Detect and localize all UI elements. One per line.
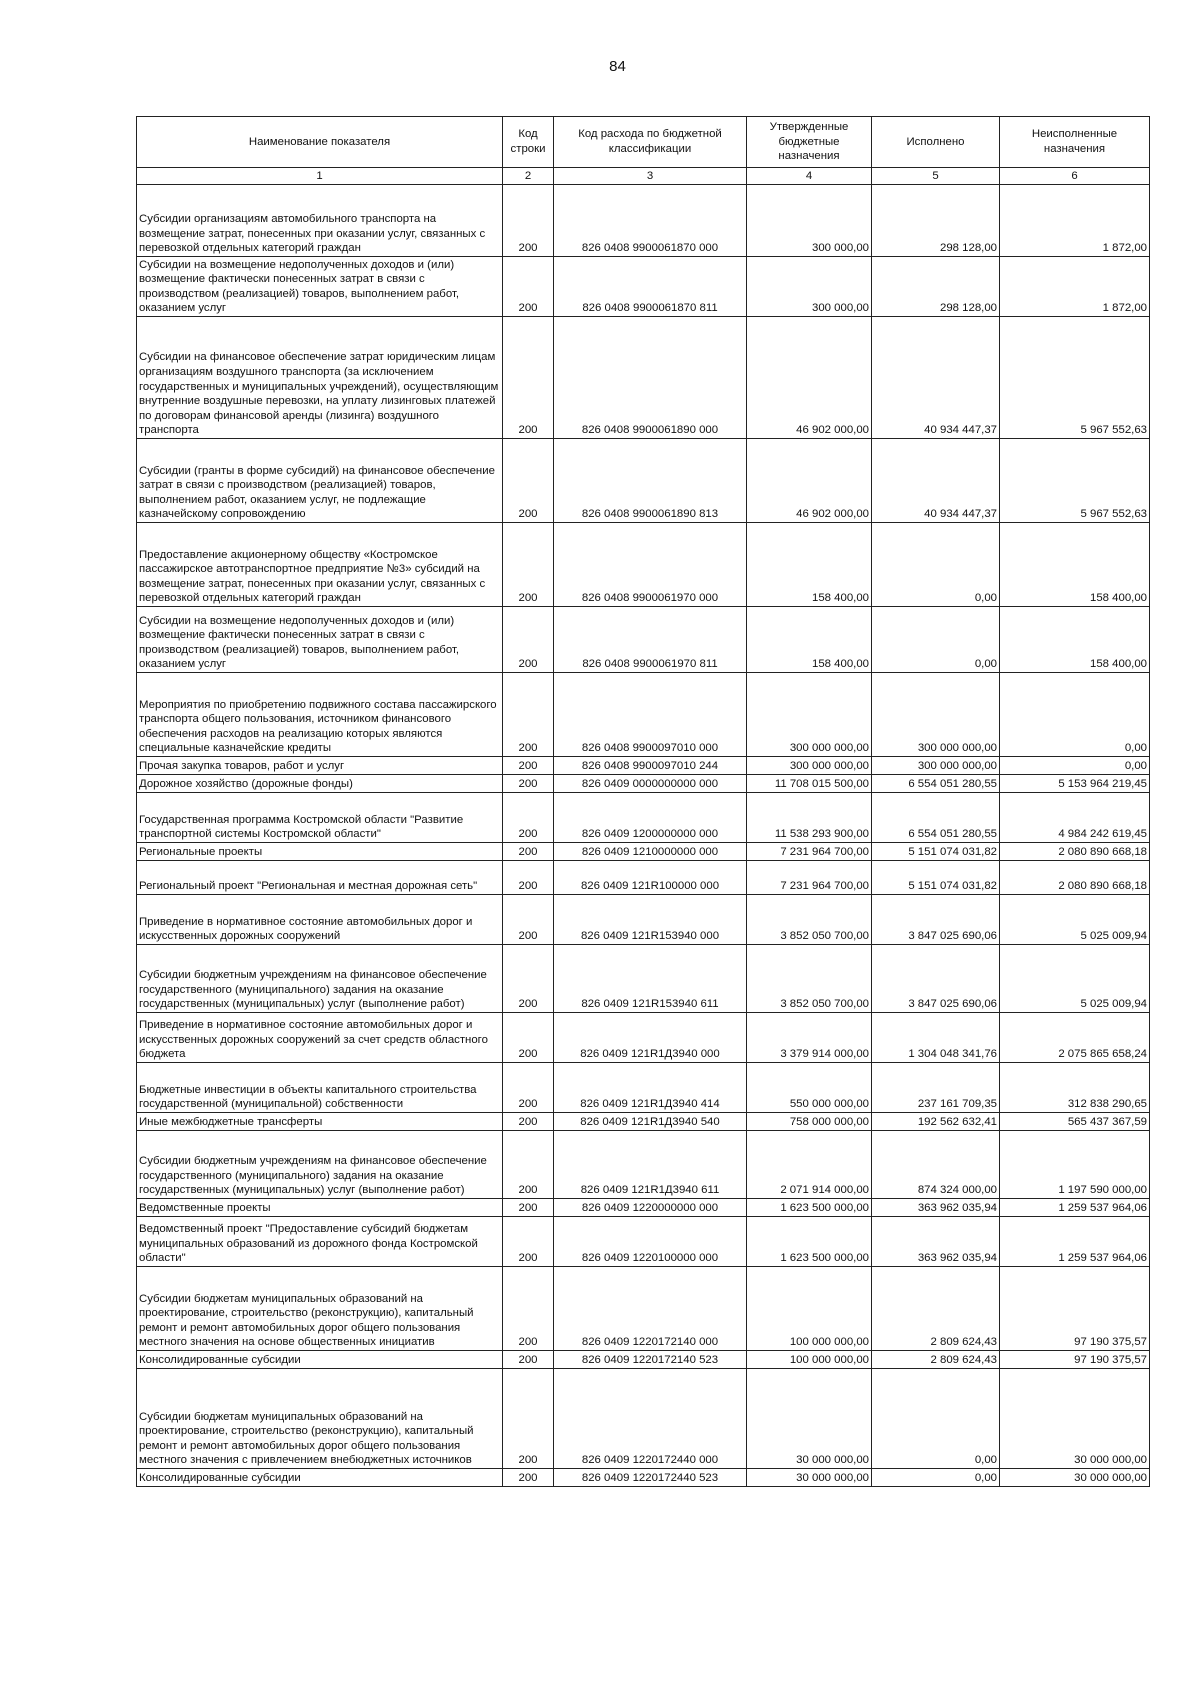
table-row (137, 185, 1150, 257)
row-executed-amount: 2 809 624,43 (872, 1267, 1000, 1351)
row-executed-amount: 5 151 074 031,82 (872, 843, 1000, 861)
row-line-code: 200 (503, 607, 554, 673)
row-approved-amount: 7 231 964 700,00 (747, 843, 872, 861)
row-classification-code: 826 0408 9900061970 000 (554, 523, 747, 607)
row-name: Субсидии на возмещение недополученных доходов и (или) возмещение фактически понесенных затрат в связи с производством (реализацией) товаров, выполнением работ, оказанием услуг (137, 257, 503, 317)
row-approved-amount: 46 902 000,00 (747, 317, 872, 439)
table-body (137, 185, 1150, 1487)
column-number-row (137, 168, 1150, 185)
row-name: Субсидии (гранты в форме субсидий) на финансовое обеспечение затрат в связи с производством (реализацией) товаров, выполнением работ, оказанием услуг, не подлежащие казначейскому сопровождению (137, 439, 503, 523)
row-classification-code: 826 0409 121R100000 000 (554, 861, 747, 895)
row-approved-amount: 158 400,00 (747, 523, 872, 607)
row-classification-code: 826 0409 121R153940 000 (554, 895, 747, 945)
column-number: 1 (137, 168, 503, 185)
row-line-code: 200 (503, 1217, 554, 1267)
row-line-code: 200 (503, 185, 554, 257)
row-executed-amount: 300 000 000,00 (872, 757, 1000, 775)
table-row (137, 1063, 1150, 1113)
row-unexecuted-amount: 5 967 552,63 (1000, 317, 1150, 439)
row-approved-amount: 158 400,00 (747, 607, 872, 673)
column-number: 5 (872, 168, 1000, 185)
header-line-code: Код строки (503, 117, 554, 168)
row-name: Ведомственный проект "Предоставление субсидий бюджетам муниципальных образований из дорожного фонда Костромской области" (137, 1217, 503, 1267)
row-approved-amount: 300 000 000,00 (747, 757, 872, 775)
table-row (137, 439, 1150, 523)
row-executed-amount: 0,00 (872, 523, 1000, 607)
row-approved-amount: 30 000 000,00 (747, 1469, 872, 1487)
row-classification-code: 826 0409 1220172440 523 (554, 1469, 747, 1487)
row-line-code: 200 (503, 861, 554, 895)
row-unexecuted-amount: 4 984 242 619,45 (1000, 793, 1150, 843)
row-name: Региональные проекты (137, 843, 503, 861)
row-unexecuted-amount: 5 153 964 219,45 (1000, 775, 1150, 793)
table-row (137, 1217, 1150, 1267)
header-unexecuted: Неисполненные назначения (1000, 117, 1150, 168)
row-name: Консолидированные субсидии (137, 1469, 503, 1487)
row-line-code: 200 (503, 1131, 554, 1199)
table-row (137, 861, 1150, 895)
row-classification-code: 826 0409 121R1Д3940 414 (554, 1063, 747, 1113)
header-approved: Утвержденные бюджетные назначения (747, 117, 872, 168)
row-line-code: 200 (503, 1063, 554, 1113)
row-unexecuted-amount: 97 190 375,57 (1000, 1351, 1150, 1369)
row-name: Субсидии на финансовое обеспечение затрат юридическим лицам организациям воздушного транспорта (за исключением государственных и муниципальных учреждений), осуществляющим внутренние воздушные перевозки, на уплату лизинговых платежей по договорам финансовой аренды (лизинга) воздушного транспорта (137, 317, 503, 439)
row-approved-amount: 1 623 500 000,00 (747, 1217, 872, 1267)
table-row (137, 1013, 1150, 1063)
row-unexecuted-amount: 1 872,00 (1000, 257, 1150, 317)
row-approved-amount: 11 538 293 900,00 (747, 793, 872, 843)
table-row (137, 1351, 1150, 1369)
row-unexecuted-amount: 1 259 537 964,06 (1000, 1217, 1150, 1267)
row-executed-amount: 1 304 048 341,76 (872, 1013, 1000, 1063)
row-executed-amount: 0,00 (872, 1469, 1000, 1487)
row-unexecuted-amount: 5 025 009,94 (1000, 895, 1150, 945)
row-classification-code: 826 0408 9900061870 811 (554, 257, 747, 317)
row-name: Консолидированные субсидии (137, 1351, 503, 1369)
row-unexecuted-amount: 312 838 290,65 (1000, 1063, 1150, 1113)
row-name: Прочая закупка товаров, работ и услуг (137, 757, 503, 775)
row-classification-code: 826 0408 9900097010 000 (554, 673, 747, 757)
row-name: Субсидии бюджетным учреждениям на финансовое обеспечение государственного (муниципального) задания на оказание государственных (муниципальных) услуг (выполнение работ) (137, 945, 503, 1013)
row-approved-amount: 3 852 050 700,00 (747, 945, 872, 1013)
row-approved-amount: 1 623 500 000,00 (747, 1199, 872, 1217)
row-name: Мероприятия по приобретению подвижного состава пассажирского транспорта общего пользования, источником финансового обеспечения расходов на реализацию которых являются специальные казначейские кредиты (137, 673, 503, 757)
row-classification-code: 826 0409 121R1Д3940 611 (554, 1131, 747, 1199)
row-name: Государственная программа Костромской области "Развитие транспортной системы Костромской области" (137, 793, 503, 843)
row-executed-amount: 40 934 447,37 (872, 317, 1000, 439)
row-name: Региональный проект "Региональная и местная дорожная сеть" (137, 861, 503, 895)
row-line-code: 200 (503, 257, 554, 317)
row-line-code: 200 (503, 895, 554, 945)
row-classification-code: 826 0409 1220100000 000 (554, 1217, 747, 1267)
row-executed-amount: 0,00 (872, 607, 1000, 673)
row-classification-code: 826 0408 9900061890 813 (554, 439, 747, 523)
row-name: Приведение в нормативное состояние автомобильных дорог и искусственных дорожных сооружений (137, 895, 503, 945)
row-approved-amount: 46 902 000,00 (747, 439, 872, 523)
table-row (137, 1469, 1150, 1487)
row-name: Предоставление акционерному обществу «Костромское пассажирское автотранспортное предприятие №3» субсидий на возмещение затрат, понесенных при оказании услуг, связанных с перевозкой отдельных категорий граждан (137, 523, 503, 607)
row-line-code: 200 (503, 843, 554, 861)
row-executed-amount: 363 962 035,94 (872, 1199, 1000, 1217)
row-executed-amount: 363 962 035,94 (872, 1217, 1000, 1267)
budget-execution-table (136, 116, 1150, 1487)
column-number: 4 (747, 168, 872, 185)
row-executed-amount: 6 554 051 280,55 (872, 793, 1000, 843)
row-classification-code: 826 0409 1220172140 523 (554, 1351, 747, 1369)
table-row (137, 1369, 1150, 1469)
row-line-code: 200 (503, 757, 554, 775)
row-executed-amount: 5 151 074 031,82 (872, 861, 1000, 895)
row-unexecuted-amount: 30 000 000,00 (1000, 1369, 1150, 1469)
row-executed-amount: 298 128,00 (872, 185, 1000, 257)
row-unexecuted-amount: 0,00 (1000, 673, 1150, 757)
table-row (137, 1267, 1150, 1351)
row-unexecuted-amount: 97 190 375,57 (1000, 1267, 1150, 1351)
table-row (137, 257, 1150, 317)
row-unexecuted-amount: 158 400,00 (1000, 607, 1150, 673)
row-executed-amount: 3 847 025 690,06 (872, 945, 1000, 1013)
row-name: Субсидии на возмещение недополученных доходов и (или) возмещение фактически понесенных затрат в связи с производством (реализацией) товаров, выполнением работ, оказанием услуг (137, 607, 503, 673)
row-executed-amount: 0,00 (872, 1369, 1000, 1469)
table-row (137, 757, 1150, 775)
column-number: 6 (1000, 168, 1150, 185)
row-name: Дорожное хозяйство (дорожные фонды) (137, 775, 503, 793)
row-line-code: 200 (503, 523, 554, 607)
row-unexecuted-amount: 5 967 552,63 (1000, 439, 1150, 523)
row-unexecuted-amount: 0,00 (1000, 757, 1150, 775)
row-unexecuted-amount: 2 080 890 668,18 (1000, 861, 1150, 895)
row-executed-amount: 300 000 000,00 (872, 673, 1000, 757)
row-line-code: 200 (503, 1013, 554, 1063)
row-approved-amount: 7 231 964 700,00 (747, 861, 872, 895)
row-classification-code: 826 0409 1220000000 000 (554, 1199, 747, 1217)
column-number: 2 (503, 168, 554, 185)
row-approved-amount: 11 708 015 500,00 (747, 775, 872, 793)
row-unexecuted-amount: 2 075 865 658,24 (1000, 1013, 1150, 1063)
row-line-code: 200 (503, 793, 554, 843)
row-classification-code: 826 0408 9900061870 000 (554, 185, 747, 257)
row-name: Бюджетные инвестиции в объекты капитального строительства государственной (муниципальной) собственности (137, 1063, 503, 1113)
header-indicator-name: Наименование показателя (137, 117, 503, 168)
row-unexecuted-amount: 30 000 000,00 (1000, 1469, 1150, 1487)
row-line-code: 200 (503, 775, 554, 793)
row-line-code: 200 (503, 945, 554, 1013)
table-row (137, 775, 1150, 793)
row-approved-amount: 30 000 000,00 (747, 1369, 872, 1469)
row-unexecuted-amount: 1 197 590 000,00 (1000, 1131, 1150, 1199)
row-unexecuted-amount: 2 080 890 668,18 (1000, 843, 1150, 861)
row-executed-amount: 40 934 447,37 (872, 439, 1000, 523)
table-row (137, 523, 1150, 607)
row-name: Субсидии бюджетам муниципальных образований на проектирование, строительство (реконструкцию), капитальный ремонт и ремонт автомобильных дорог общего пользования местного значения на основе общественных инициатив (137, 1267, 503, 1351)
row-unexecuted-amount: 158 400,00 (1000, 523, 1150, 607)
page-number: 84 (609, 58, 626, 75)
header-executed: Исполнено (872, 117, 1000, 168)
table-row (137, 895, 1150, 945)
row-name: Субсидии организациям автомобильного транспорта на возмещение затрат, понесенных при оказании услуг, связанных с перевозкой отдельных категорий граждан (137, 185, 503, 257)
row-approved-amount: 2 071 914 000,00 (747, 1131, 872, 1199)
row-unexecuted-amount: 1 259 537 964,06 (1000, 1199, 1150, 1217)
row-name: Приведение в нормативное состояние автомобильных дорог и искусственных дорожных сооружений за счет средств областного бюджета (137, 1013, 503, 1063)
row-approved-amount: 300 000,00 (747, 257, 872, 317)
row-name: Иные межбюджетные трансферты (137, 1113, 503, 1131)
row-approved-amount: 300 000 000,00 (747, 673, 872, 757)
column-number: 3 (554, 168, 747, 185)
table-row (137, 1113, 1150, 1131)
row-line-code: 200 (503, 317, 554, 439)
row-classification-code: 826 0408 9900061890 000 (554, 317, 747, 439)
row-approved-amount: 550 000 000,00 (747, 1063, 872, 1113)
row-executed-amount: 3 847 025 690,06 (872, 895, 1000, 945)
row-line-code: 200 (503, 1267, 554, 1351)
table-row (137, 1199, 1150, 1217)
row-executed-amount: 874 324 000,00 (872, 1131, 1000, 1199)
row-classification-code: 826 0409 1220172140 000 (554, 1267, 747, 1351)
row-line-code: 200 (503, 1369, 554, 1469)
row-line-code: 200 (503, 1199, 554, 1217)
row-approved-amount: 758 000 000,00 (747, 1113, 872, 1131)
row-executed-amount: 192 562 632,41 (872, 1113, 1000, 1131)
header-row (137, 117, 1150, 168)
row-name: Ведомственные проекты (137, 1199, 503, 1217)
row-approved-amount: 100 000 000,00 (747, 1351, 872, 1369)
row-approved-amount: 300 000,00 (747, 185, 872, 257)
row-line-code: 200 (503, 1469, 554, 1487)
row-unexecuted-amount: 5 025 009,94 (1000, 945, 1150, 1013)
row-name: Субсидии бюджетным учреждениям на финансовое обеспечение государственного (муниципального) задания на оказание государственных (муниципальных) услуг (выполнение работ) (137, 1131, 503, 1199)
row-classification-code: 826 0409 1200000000 000 (554, 793, 747, 843)
row-classification-code: 826 0409 0000000000 000 (554, 775, 747, 793)
table-row (137, 607, 1150, 673)
row-line-code: 200 (503, 673, 554, 757)
row-executed-amount: 2 809 624,43 (872, 1351, 1000, 1369)
row-executed-amount: 6 554 051 280,55 (872, 775, 1000, 793)
row-classification-code: 826 0409 121R153940 611 (554, 945, 747, 1013)
table-row (137, 843, 1150, 861)
row-unexecuted-amount: 565 437 367,59 (1000, 1113, 1150, 1131)
table-row (137, 945, 1150, 1013)
row-line-code: 200 (503, 1113, 554, 1131)
table-row (137, 317, 1150, 439)
row-approved-amount: 3 379 914 000,00 (747, 1013, 872, 1063)
row-classification-code: 826 0408 9900061970 811 (554, 607, 747, 673)
table-row (137, 673, 1150, 757)
row-classification-code: 826 0409 1220172440 000 (554, 1369, 747, 1469)
row-classification-code: 826 0409 121R1Д3940 540 (554, 1113, 747, 1131)
row-line-code: 200 (503, 1351, 554, 1369)
row-approved-amount: 3 852 050 700,00 (747, 895, 872, 945)
row-classification-code: 826 0409 121R1Д3940 000 (554, 1013, 747, 1063)
row-approved-amount: 100 000 000,00 (747, 1267, 872, 1351)
header-classification-code: Код расхода по бюджетной классификации (554, 117, 747, 168)
row-line-code: 200 (503, 439, 554, 523)
table-row (137, 1131, 1150, 1199)
row-executed-amount: 237 161 709,35 (872, 1063, 1000, 1113)
row-unexecuted-amount: 1 872,00 (1000, 185, 1150, 257)
row-classification-code: 826 0409 1210000000 000 (554, 843, 747, 861)
row-name: Субсидии бюджетам муниципальных образований на проектирование, строительство (реконструкцию), капитальный ремонт и ремонт автомобильных дорог общего пользования местного значения с привлечением внебюджетных источников (137, 1369, 503, 1469)
row-executed-amount: 298 128,00 (872, 257, 1000, 317)
row-classification-code: 826 0408 9900097010 244 (554, 757, 747, 775)
table-row (137, 793, 1150, 843)
